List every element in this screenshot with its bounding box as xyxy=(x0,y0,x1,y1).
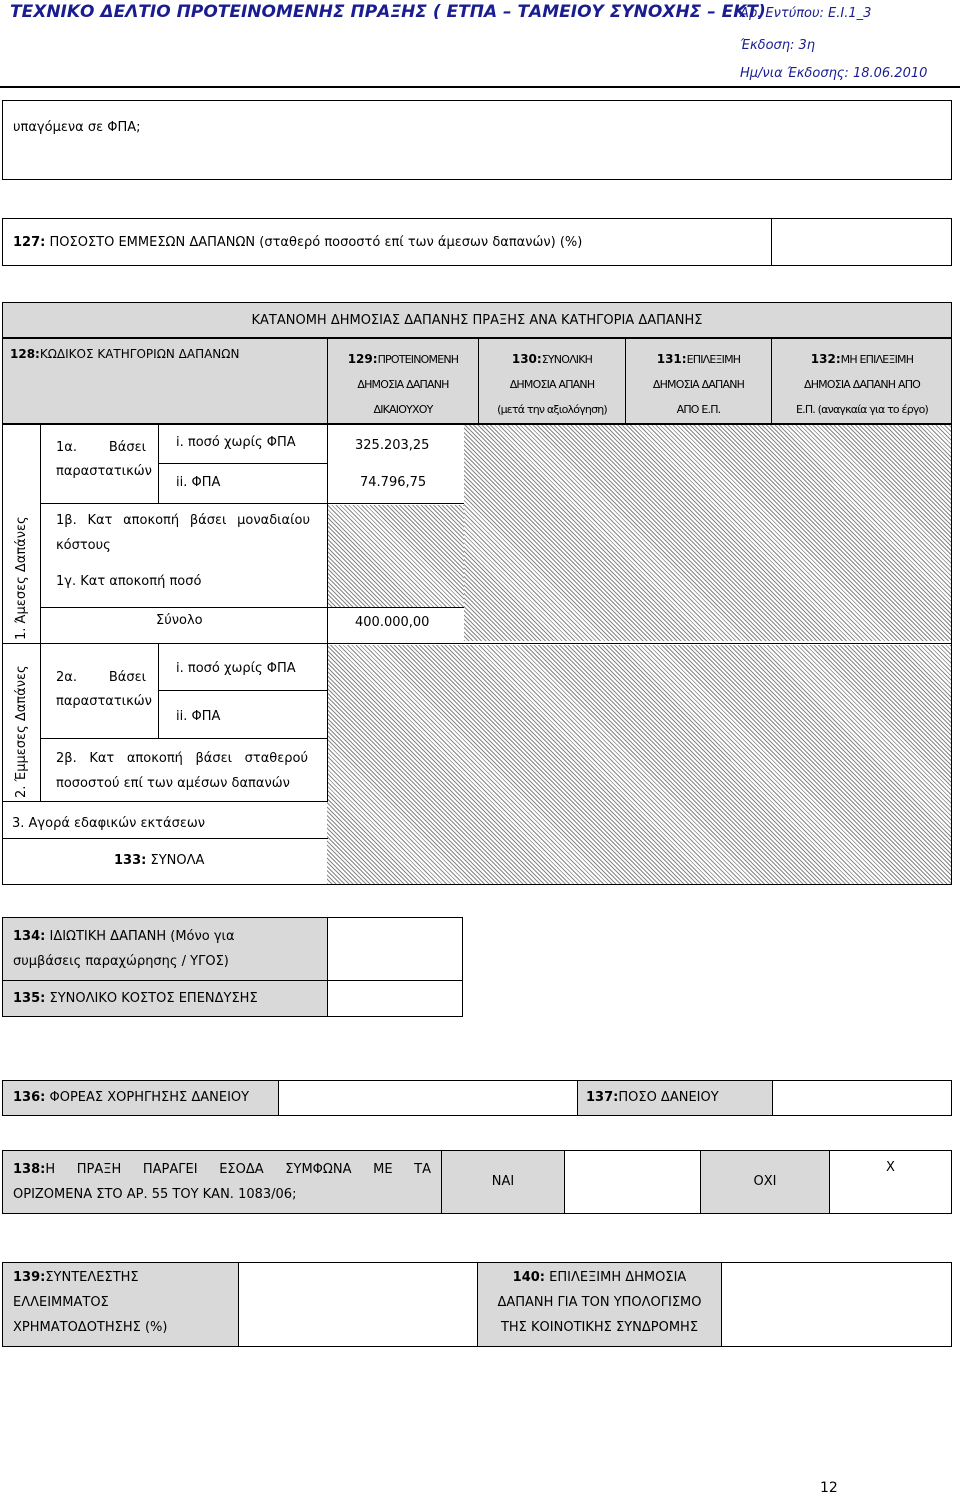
row-1b-label: 1β. Κατ αποκοπή βάσει μοναδιαίου κόστους xyxy=(56,513,310,553)
row-1a-label: 1α. Βάσει παραστατικών xyxy=(56,440,152,479)
direct-hatch xyxy=(464,425,951,641)
row-1a-ii-label: ii. ΦΠΑ xyxy=(176,475,221,490)
totals-label: 133: ΣΥΝΟΛΑ xyxy=(114,853,205,868)
option-no[interactable]: ΟΧΙ xyxy=(700,1150,830,1214)
col-132-header: 132:ΜΗ ΕΠΙΛΕΞΙΜΗ ΔΗΜΟΣΙΑ ΔΑΠΑΝΗ ΑΠΟ Ε.Π. (αναγκαία για το έργο) xyxy=(795,352,929,416)
field-139-value[interactable] xyxy=(238,1262,478,1347)
row-rule xyxy=(2,838,328,839)
vat-question-text: υπαγόμενα σε ΦΠΑ; xyxy=(13,120,141,135)
row-1c-label: 1γ. Κατ αποκοπή ποσό xyxy=(56,574,202,589)
col-130-header: 130:ΣΥΝΟΛΙΚΗ ΔΗΜΟΣΙΑ ΑΠΑΝΗ (μετά την αξιολόγηση) xyxy=(497,352,607,416)
row-rule xyxy=(158,463,328,464)
option-yes-check[interactable] xyxy=(564,1150,701,1214)
indirect-hatch xyxy=(327,645,951,884)
field-137-value[interactable] xyxy=(772,1080,952,1116)
form-number: Αρ. Εντύπου: Ε.Ι.1_3 xyxy=(740,6,872,21)
row-rule xyxy=(40,607,464,608)
row-1a-i-label: i. ποσό χωρίς ΦΠΑ xyxy=(176,435,296,450)
field-134-label: 134: ΙΔΙΩΤΙΚΗ ΔΑΠΑΝΗ (Μόνο για συμβάσεις παραχώρησης / ΥΓΟΣ) xyxy=(2,917,328,981)
field-136-label: 136: ΦΟΡΕΑΣ ΧΟΡΗΓΗΣΗΣ ΔΑΝΕΙΟΥ xyxy=(2,1080,279,1116)
field-137-label: 137:ΠΟΣΟ ΔΑΝΕΙΟΥ xyxy=(577,1080,773,1116)
row-rule xyxy=(40,503,464,504)
header-rule xyxy=(0,86,960,88)
field-136-value[interactable] xyxy=(278,1080,578,1116)
direct-sum-value: 400.000,00 xyxy=(355,615,430,630)
field-139-label: 139:ΣΥΝΤΕΛΕΣΤΗΣ ΕΛΛΕΙΜΜΑΤΟΣ ΧΡΗΜΑΤΟΔΟΤΗΣΗΣ (%) xyxy=(2,1262,239,1347)
edition-date: Ημ/νια Έκδοσης: 18.06.2010 xyxy=(740,66,928,81)
field-135-label: 135: ΣΥΝΟΛΙΚΟ ΚΟΣΤΟΣ ΕΠΕΝΔΥΣΗΣ xyxy=(2,980,328,1017)
option-yes[interactable]: ΝΑΙ xyxy=(441,1150,565,1214)
edition: Έκδοση: 3η xyxy=(740,38,816,53)
field-127-text: ΠΟΣΟΣΤΟ ΕΜΜΕΣΩΝ ΔΑΠΑΝΩΝ (σταθερό ποσοστό επί των άμεσων δαπανών) (%) xyxy=(49,235,583,250)
field-140-value[interactable] xyxy=(721,1262,952,1347)
field-127-code: 127: xyxy=(13,235,46,250)
vat-question-box xyxy=(2,100,952,180)
document-title: ΤΕΧΝΙΚΟ ΔΕΛΤΙΟ ΠΡΟΤΕΙΝΟΜΕΝΗΣ ΠΡΑΞΗΣ ( ΕΤΠΑ – ΤΑΜΕΙΟΥ ΣΥΝΟΧΗΣ – ΕΚΤ) xyxy=(10,2,766,22)
field-127-label xyxy=(2,218,772,266)
row-rule xyxy=(2,801,328,802)
indirect-costs-label: 2. Έμμεσες Δαπάνες xyxy=(14,665,29,798)
option-no-check[interactable]: Χ xyxy=(829,1150,952,1214)
field-138-label: 138:Η ΠΡΑΞΗ ΠΑΡΑΓΕΙ ΕΣΟΔΑ ΣΥΜΦΩΝΑ ΜΕ ΤΑ ΟΡΙΖΟΜΕΝΑ ΣΤΟ ΑΡ. 55 ΤΟΥ ΚΑΝ. 1083/06; xyxy=(2,1150,442,1214)
direct-mid-hatch xyxy=(327,505,464,607)
row-2a-i-label: i. ποσό χωρίς ΦΠΑ xyxy=(176,661,296,676)
field-134-value[interactable] xyxy=(327,917,463,981)
field-140-label: 140: ΕΠΙΛΕΞΙΜΗ ΔΗΜΟΣΙΑ ΔΑΠΑΝΗ ΓΙΑ ΤΟΝ ΥΠΟΛΟΓΙΣΜΟ ΤΗΣ ΚΟΙΝΟΤΙΚΗΣ ΣΥΝΔΡΟΜΗΣ xyxy=(477,1262,722,1347)
row-2a-ii-label: ii. ΦΠΑ xyxy=(176,709,221,724)
allocation-title: ΚΑΤΑΝΟΜΗ ΔΗΜΟΣΙΑΣ ΔΑΠΑΝΗΣ ΠΡΑΞΗΣ ΑΝΑ ΚΑΤΗΓΟΡΙΑ ΔΑΠΑΝΗΣ xyxy=(2,302,952,338)
row-1a-ii-value: 74.796,75 xyxy=(360,475,427,490)
row-2a-label: 2α. Βάσει παραστατικών xyxy=(56,670,152,709)
row-rule xyxy=(40,738,328,739)
section-divider xyxy=(40,424,41,801)
row-rule xyxy=(158,690,328,691)
row-2b-label: 2β. Κατ αποκοπή βάσει σταθερού ποσοστού επί των αμέσων δαπανών xyxy=(56,751,308,791)
col-131-header: 131:ΕΠΙΛΕΞΙΜΗ ΔΗΜΟΣΙΑ ΔΑΠΑΝΗ ΑΠΟ Ε.Π. xyxy=(652,352,745,416)
col-128-header: 128:ΚΩΔΙΚΟΣ ΚΑΤΗΓΟΡΙΩΝ ΔΑΠΑΝΩΝ xyxy=(10,347,240,361)
row-divider xyxy=(327,424,328,643)
section-rule xyxy=(2,643,952,644)
direct-sum-label: Σύνολο xyxy=(156,613,203,628)
row-3-label: 3. Αγορά εδαφικών εκτάσεων xyxy=(12,816,205,831)
row-1a-i-value: 325.203,25 xyxy=(355,438,430,453)
row-divider xyxy=(327,643,328,801)
page-number: 12 xyxy=(820,1480,838,1496)
col-129-header: 129:ΠΡΟΤΕΙΝΟΜΕΝΗ ΔΗΜΟΣΙΑ ΔΑΠΑΝΗ ΔΙΚΑΙΟΥΧΟΥ xyxy=(347,352,459,416)
direct-costs-label: 1. Άμεσες Δαπάνες xyxy=(14,516,29,640)
field-135-value[interactable] xyxy=(327,980,463,1017)
field-127-value[interactable] xyxy=(771,218,952,266)
